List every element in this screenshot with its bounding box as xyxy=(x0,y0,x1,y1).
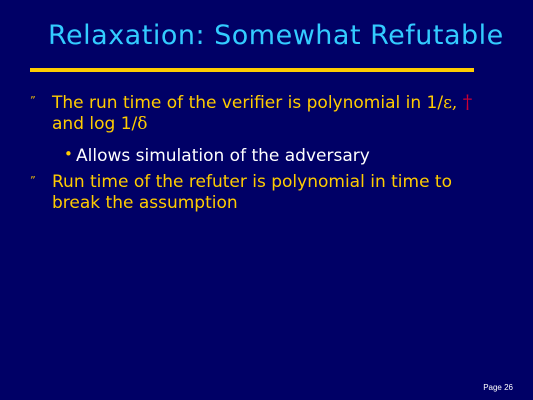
bullet-text-part: The run time of the verifier is polynomial in 1/ xyxy=(52,93,444,113)
dagger-symbol: † xyxy=(462,91,473,113)
sub-bullet-marker: • xyxy=(64,145,73,163)
sub-bullet-text: Allows simulation of the adversary xyxy=(76,146,370,166)
page-number: Page 26 xyxy=(483,383,513,392)
bullet-text xyxy=(52,92,502,135)
bullet-marker: ” xyxy=(30,174,36,187)
title-underline xyxy=(30,68,474,72)
epsilon-symbol: ε, xyxy=(443,93,458,113)
slide-title: Relaxation: Somewhat Refutable xyxy=(48,20,504,51)
bullet-text-part: and log 1/ xyxy=(52,114,138,134)
delta-symbol: δ xyxy=(137,114,148,134)
bullet-text: Run time of the refuter is polynomial in time to break the assumption xyxy=(52,172,452,213)
bullet-marker: ” xyxy=(30,94,36,107)
